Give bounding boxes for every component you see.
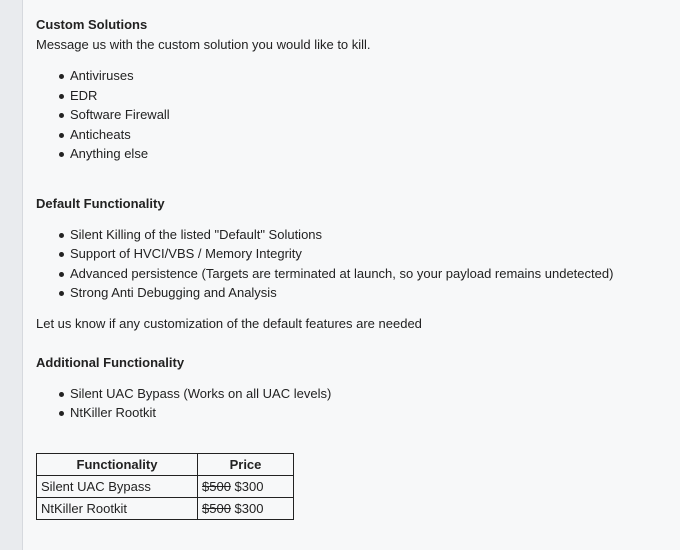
- list-item: Anticheats: [70, 125, 670, 145]
- functionality-cell: Silent UAC Bypass: [37, 475, 198, 497]
- list-item: Strong Anti Debugging and Analysis: [70, 283, 670, 303]
- pricing-table: [36, 453, 294, 520]
- list-item: EDR: [70, 86, 670, 106]
- default-functionality-note: Let us know if any customization of the default features are needed: [36, 315, 422, 331]
- table-header-row: [37, 453, 294, 475]
- list-item: Silent Killing of the listed "Default" Solutions: [70, 225, 670, 245]
- additional-functionality-heading: Additional Functionality: [36, 354, 185, 370]
- list-item: Antiviruses: [70, 66, 670, 86]
- default-functionality-heading: Default Functionality: [36, 195, 165, 211]
- list-item: Support of HVCI/VBS / Memory Integrity: [70, 244, 670, 264]
- list-item: Silent UAC Bypass (Works on all UAC levels): [70, 384, 670, 404]
- default-functionality-list: [36, 225, 670, 303]
- post-content: [23, 0, 680, 550]
- list-item: Advanced persistence (Targets are terminated at launch, so your payload remains undetected): [70, 264, 670, 284]
- custom-solutions-list: [36, 66, 670, 164]
- left-gutter: [0, 0, 23, 550]
- column-header-price: Price: [198, 453, 294, 475]
- list-item: NtKiller Rootkit: [70, 403, 670, 423]
- additional-functionality-list: [36, 384, 670, 423]
- list-item: Anything else: [70, 144, 670, 164]
- custom-solutions-heading: Custom Solutions: [36, 17, 148, 32]
- price-cell: [198, 475, 294, 497]
- table-row: [37, 475, 294, 497]
- column-header-functionality: Functionality: [37, 453, 198, 475]
- table-row: [37, 497, 294, 519]
- old-price: $500: [202, 478, 231, 494]
- old-price: $500: [202, 500, 231, 516]
- new-price: $300: [234, 500, 264, 516]
- functionality-cell: NtKiller Rootkit: [37, 497, 198, 519]
- post-body: [36, 16, 670, 520]
- price-cell: [198, 497, 294, 519]
- new-price: $300: [234, 478, 264, 494]
- list-item: Software Firewall: [70, 105, 670, 125]
- custom-solutions-description: Message us with the custom solution you would like to kill.: [36, 37, 371, 52]
